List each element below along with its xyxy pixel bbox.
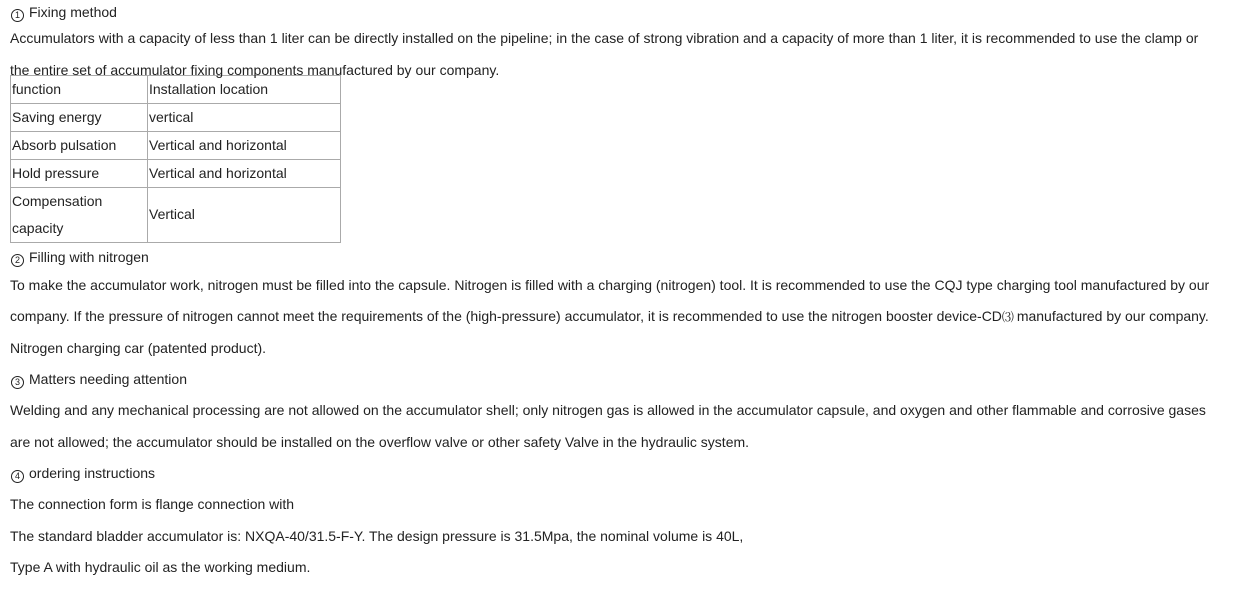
table-header-cell: Installation location xyxy=(148,75,341,103)
paragraph-line: Accumulators with a capacity of less than 1 liter can be directly installed on the pipeline; in the case of strong vibration and a capacity of more than 1 liter, it is recommended to use the clamp or xyxy=(10,30,1199,46)
paragraph-text: company. If the pressure of nitrogen cannot meet the requirements of the (high-pressure) accumulator, it is recommended to use the nitrogen booster device-CD xyxy=(10,308,1002,324)
paragraph-line: The connection form is flange connection with xyxy=(10,496,295,512)
table-cell: Absorb pulsation xyxy=(11,131,148,159)
table-cell: Vertical xyxy=(148,187,341,242)
table-cell: Vertical and horizontal xyxy=(148,159,341,187)
table-cell-line: capacity xyxy=(12,219,64,236)
table-cell: Saving energy xyxy=(11,103,148,131)
table-header-row xyxy=(11,75,341,103)
document-body xyxy=(10,0,1255,587)
table-row xyxy=(11,159,341,187)
table-row xyxy=(11,187,341,242)
table-cell-line: Compensation xyxy=(12,192,103,209)
section-heading-filling-nitrogen xyxy=(10,243,1255,273)
circled-number-3: 3 xyxy=(11,376,24,389)
heading-text: ordering instructions xyxy=(29,465,156,481)
table-header-cell: function xyxy=(11,75,148,103)
installation-table xyxy=(10,75,341,243)
section-heading-matters-attention xyxy=(10,367,1255,398)
paragraph-line: Welding and any mechanical processing are not allowed on the accumulator shell; only nitrogen gas is allowed in the accumulator capsule, and oxygen and other flammable and corrosive gases xyxy=(10,402,1206,418)
heading-text: Matters needing attention xyxy=(29,371,187,387)
paragraph-line: To make the accumulator work, nitrogen must be filled into the capsule. Nitrogen is filled with a charging (nitrogen) tool. It is recommended to use the CQJ type charging tool manufactured by our xyxy=(10,276,1210,293)
heading-text: Filling with nitrogen xyxy=(29,248,149,265)
paragraph-text: manufactured by our company. xyxy=(1012,308,1209,324)
circled-number-2: 2 xyxy=(11,254,24,267)
circled-number-1: 1 xyxy=(11,9,24,22)
section-heading-fixing-method xyxy=(10,0,1255,26)
table-cell: Vertical and horizontal xyxy=(148,131,341,159)
table-row xyxy=(11,103,341,131)
table-cell xyxy=(11,187,148,242)
table-cell: Hold pressure xyxy=(11,159,148,187)
table-cell: vertical xyxy=(148,103,341,131)
paragraph-line xyxy=(10,304,1255,336)
paragraph-line: The standard bladder accumulator is: NXQA-40/31.5-F-Y. The design pressure is 31.5Mpa, the nominal volume is 40L, xyxy=(10,527,744,544)
paragraph-line: Type A with hydraulic oil as the working medium. xyxy=(10,559,311,575)
heading-text: Fixing method xyxy=(29,4,117,20)
circled-number-4: 4 xyxy=(11,470,24,483)
section-heading-ordering-instructions xyxy=(10,461,1255,492)
paragraph-line: the entire set of accumulator fixing components manufactured by our company. xyxy=(10,61,500,78)
paragraph-line: Nitrogen charging car (patented product). xyxy=(10,339,267,356)
paragraph-line: are not allowed; the accumulator should be installed on the overflow valve or other safety Valve in the hydraulic system. xyxy=(10,433,750,450)
table-row xyxy=(11,131,341,159)
bracketed-number: ⑶ xyxy=(1001,310,1013,324)
